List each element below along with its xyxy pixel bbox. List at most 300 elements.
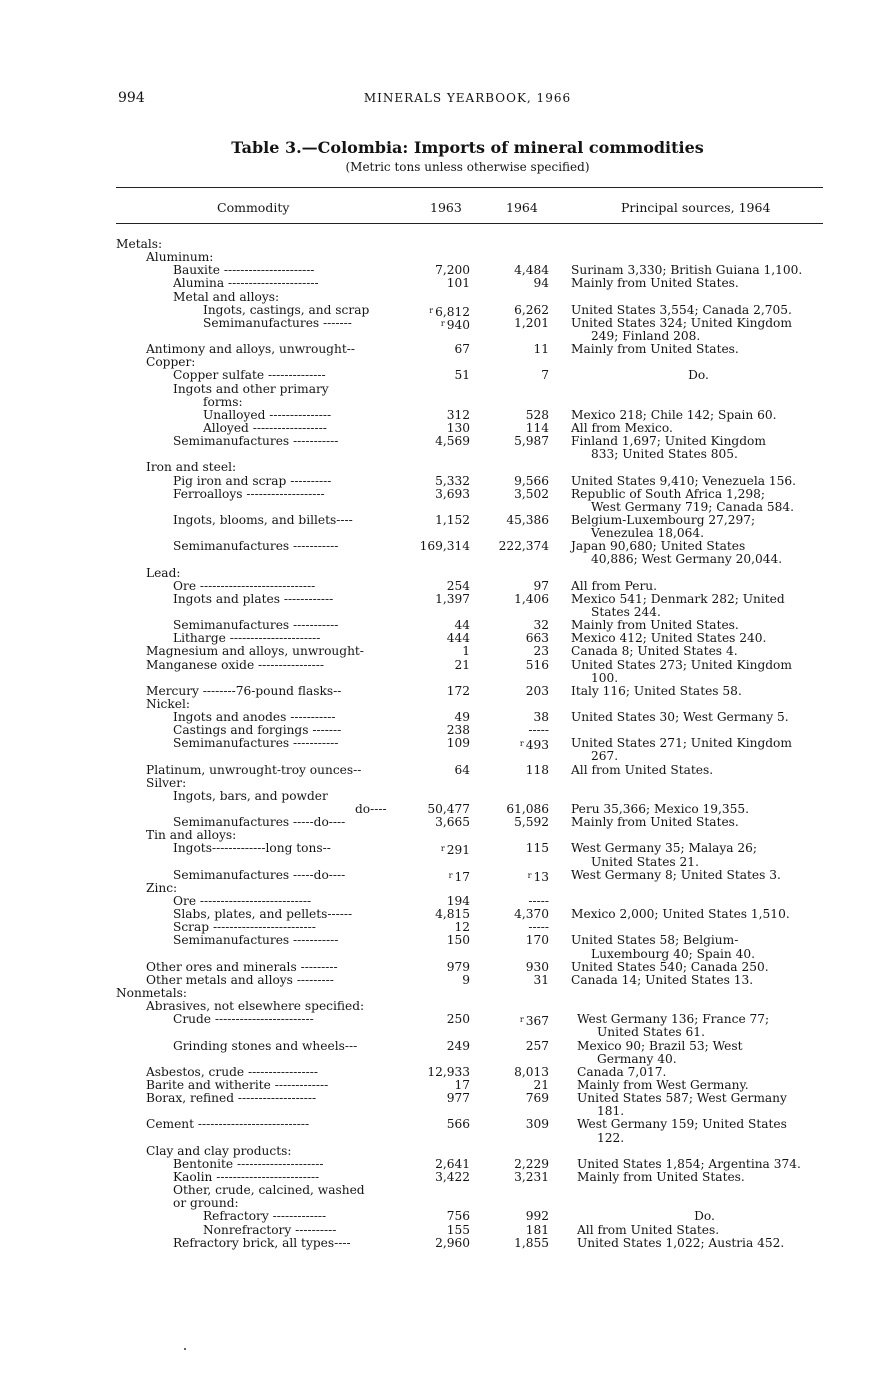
value-1964-text: 663: [525, 631, 549, 646]
table-row: [0, 606, 895, 619]
principal-sources: United States 21.: [591, 854, 699, 869]
principal-sources: United States 271; United Kingdom: [571, 736, 792, 751]
commodity-label: Semimanufactures -----------: [173, 434, 339, 449]
value-1963: [454, 764, 470, 777]
commodity-label: Semimanufactures -----------: [173, 539, 339, 554]
principal-sources: 181.: [597, 1104, 625, 1119]
principal-sources: Mainly from United States.: [571, 618, 739, 633]
value-1963-text: 2,641: [435, 1156, 470, 1171]
value-1963-text: 130: [446, 420, 470, 435]
value-1963-text: 12: [454, 920, 470, 935]
value-1964: [526, 1040, 549, 1053]
value-1964-text: -----: [528, 894, 549, 909]
value-1964: [506, 514, 549, 527]
table-row: [0, 304, 895, 317]
commodity-label: forms:: [203, 394, 243, 409]
value-1963-text: 17: [454, 869, 470, 884]
principal-sources: Finland 1,697; United Kingdom: [571, 434, 766, 449]
principal-sources: Venezulea 18,064.: [591, 526, 704, 541]
column-headers: [0, 200, 895, 216]
commodity-label: Lead:: [146, 565, 181, 580]
value-1963-text: 5,332: [435, 473, 470, 488]
principal-sources: United States 9,410; Venezuela 156.: [571, 473, 797, 488]
principal-sources: United States 61.: [597, 1025, 705, 1040]
value-1964-text: 930: [525, 959, 549, 974]
commodity-label: Mercury --------76-pound flasks--: [146, 683, 342, 698]
table-title: Table 3.—Colombia: Imports of mineral commodities: [231, 138, 704, 157]
table-row: [0, 841, 895, 858]
table-row: [0, 736, 895, 753]
principal-sources: West Germany 719; Canada 584.: [591, 499, 795, 514]
table-row: [0, 277, 895, 290]
principal-sources: Italy 116; United States 58.: [571, 683, 742, 698]
value-1964: [499, 540, 549, 553]
table-row: [0, 987, 895, 1000]
commodity-label: Antimony and alloys, unwrought--: [146, 342, 355, 357]
principal-sources: Surinam 3,330; British Guiana 1,100.: [571, 263, 803, 278]
table-row: [0, 343, 895, 356]
table-row: [0, 1132, 895, 1145]
value-1963: [454, 369, 470, 382]
value-1964-text: 4,370: [514, 907, 549, 922]
principal-sources: 40,886; West Germany 20,044.: [591, 552, 783, 567]
principal-sources: States 244.: [591, 604, 661, 619]
commodity-label: Ingots, castings, and scrap: [203, 302, 370, 317]
value-1964-text: 769: [525, 1091, 549, 1106]
commodity-label: Semimanufactures -----------: [173, 618, 339, 633]
commodity-label: Nonmetals:: [116, 986, 188, 1001]
commodity-label: Ingots-------------long tons--: [173, 841, 331, 856]
value-1964: [533, 343, 549, 356]
table-row: [0, 764, 895, 777]
principal-sources: All from United States.: [571, 762, 714, 777]
table-row: [0, 1237, 895, 1250]
table-row: [0, 514, 895, 527]
value-1964-text: 528: [525, 407, 549, 422]
value-1963: [447, 1040, 470, 1053]
top-rule: [116, 187, 823, 188]
revised-mark: r: [448, 870, 453, 880]
header-rule: [116, 223, 823, 224]
table-row: [0, 356, 895, 369]
value-1963-text: 109: [446, 736, 470, 751]
commodity-label: Abrasives, not elsewhere specified:: [146, 999, 365, 1014]
commodity-label: Ingots, blooms, and billets----: [173, 512, 353, 527]
principal-sources: West Germany 136; France 77;: [577, 1012, 770, 1027]
commodity-label: Other ores and minerals ---------: [146, 959, 338, 974]
value-1963-text: 3,693: [435, 486, 470, 501]
value-1963: [435, 1237, 470, 1250]
commodity-label: Asbestos, crude -----------------: [146, 1064, 318, 1079]
value-1963-text: 1: [462, 644, 470, 659]
revised-mark: r: [519, 1015, 524, 1025]
commodity-label: Ingots, bars, and powder: [173, 788, 328, 803]
commodity-label: Metal and alloys:: [173, 289, 280, 304]
value-1964: [533, 277, 549, 290]
table-row: [0, 1012, 895, 1029]
table-row: [0, 383, 895, 396]
principal-sources: United States 587; West Germany: [577, 1091, 787, 1106]
value-1964-text: 61,086: [506, 802, 549, 817]
principal-sources: Mexico 2,000; United States 1,510.: [571, 907, 790, 922]
value-1963-text: 150: [446, 933, 470, 948]
value-1964-text: 4,484: [514, 263, 549, 278]
value-1964-text: 1,201: [514, 315, 549, 330]
principal-sources: Canada 8; United States 4.: [571, 644, 738, 659]
value-1964-text: 118: [525, 762, 549, 777]
commodity-label: Nickel:: [146, 696, 190, 711]
principal-sources: West Germany 159; United States: [577, 1117, 787, 1132]
value-1964-text: 8,013: [514, 1064, 549, 1079]
value-1964-text: 31: [533, 972, 549, 987]
value-1964: [514, 1171, 549, 1184]
value-1963-text: 444: [446, 631, 470, 646]
commodity-label: Silver:: [146, 775, 187, 790]
value-1963-text: 4,815: [435, 907, 470, 922]
value-1963-text: 6,812: [435, 304, 470, 319]
principal-sources: Mainly from United States.: [571, 815, 739, 830]
value-1963: [447, 934, 470, 947]
speck: [184, 1348, 186, 1350]
value-1963: [435, 593, 470, 606]
commodity-label: Other metals and alloys ---------: [146, 972, 334, 987]
value-1963: [447, 685, 470, 698]
value-1964: [514, 488, 549, 501]
principal-sources: Belgium-Luxembourg 27,297;: [571, 512, 756, 527]
value-1964: [526, 764, 549, 777]
column-header-1964: 1964: [506, 200, 538, 215]
table-row: [0, 934, 895, 947]
commodity-label: Kaolin -------------------------: [173, 1169, 320, 1184]
value-1964-text: 516: [525, 657, 549, 672]
table-row: [0, 645, 895, 658]
commodity-label: Semimanufactures -----do----: [173, 867, 346, 882]
commodity-label: Refractory -------------: [203, 1209, 327, 1224]
principal-sources: Mainly from United States.: [571, 342, 739, 357]
value-1963-text: 979: [446, 959, 470, 974]
principal-sources: Canada 14; United States 13.: [571, 972, 754, 987]
value-1963-text: 3,665: [435, 815, 470, 830]
table-row: [0, 816, 895, 829]
table-row: [0, 488, 895, 501]
principal-sources: Japan 90,680; United States: [571, 539, 746, 554]
table-row: [0, 685, 895, 698]
table-row: [0, 856, 895, 869]
commodity-label: Manganese oxide ----------------: [146, 657, 324, 672]
value-1963-text: 254: [446, 578, 470, 593]
value-1963-text: 7,200: [435, 263, 470, 278]
principal-sources: All from Peru.: [571, 578, 657, 593]
value-1964-text: 115: [525, 841, 549, 856]
principal-sources: Luxembourg 40; Spain 40.: [591, 946, 755, 961]
value-1964-text: 32: [533, 618, 549, 633]
value-1963-text: 3,422: [435, 1169, 470, 1184]
commodity-label: do----: [355, 802, 387, 817]
principal-sources: 267.: [591, 749, 619, 764]
value-1964: [526, 934, 549, 947]
commodity-label: Ingots and anodes -----------: [173, 710, 336, 725]
table-row: [0, 593, 895, 606]
revised-mark: r: [527, 870, 532, 880]
commodity-label: Slabs, plates, and pellets------: [173, 907, 353, 922]
value-1963: [435, 816, 470, 829]
value-1964-text: -----: [528, 920, 549, 935]
table-row: [0, 829, 895, 842]
commodity-label: Copper:: [146, 355, 196, 370]
commodity-label: Nonrefractory ----------: [203, 1222, 337, 1237]
table-body: [0, 238, 895, 1250]
value-1964: [541, 369, 549, 382]
value-1963-text: 49: [454, 710, 470, 725]
table-row: [0, 1040, 895, 1053]
value-1963-text: 51: [454, 368, 470, 383]
commodity-label: Bauxite ----------------------: [173, 263, 315, 278]
table-row: [0, 330, 895, 343]
value-1963: [447, 277, 470, 290]
value-1964-text: 2,229: [514, 1156, 549, 1171]
value-1964-text: 257: [525, 1038, 549, 1053]
principal-sources: Mexico 218; Chile 142; Spain 60.: [571, 407, 777, 422]
value-1964-text: 13: [533, 869, 549, 884]
principal-sources: Mainly from West Germany.: [577, 1078, 749, 1092]
table-row: [0, 448, 895, 461]
table-row: [0, 777, 895, 790]
principal-sources: United States 1,022; Austria 452.: [577, 1235, 785, 1250]
value-1963: [454, 659, 470, 672]
value-1964-text: 203: [525, 683, 549, 698]
value-1963-text: 155: [446, 1222, 470, 1237]
value-1963-text: 169,314: [419, 539, 470, 554]
commodity-label: Other, crude, calcined, washed: [173, 1183, 365, 1198]
value-1964-text: 992: [525, 1209, 549, 1224]
page-number: 994: [118, 90, 145, 106]
principal-sources: Peru 35,366; Mexico 19,355.: [571, 802, 750, 817]
commodity-label: Litharge ----------------------: [173, 631, 321, 646]
principal-sources: Republic of South Africa 1,298;: [571, 486, 766, 501]
principal-sources: West Germany 8; United States 3.: [571, 867, 781, 882]
value-1963: [420, 540, 470, 553]
table-row: [0, 750, 895, 763]
commodity-label: Ingots and other primary: [173, 381, 329, 396]
value-1964-text: 5,592: [514, 815, 549, 830]
value-1963-text: 172: [446, 683, 470, 698]
column-header-sources: Principal sources, 1964: [621, 200, 771, 215]
value-1963: [435, 1171, 470, 1184]
principal-sources: United States 58; Belgium-: [571, 933, 739, 948]
value-1963-text: 238: [446, 723, 470, 738]
principal-sources: Do.: [694, 1209, 715, 1224]
principal-sources: United States 1,854; Argentina 374.: [577, 1156, 801, 1171]
value-1964-text: 45,386: [506, 512, 549, 527]
commodity-label: Aluminum:: [146, 250, 214, 265]
table-row: [0, 908, 895, 921]
value-1963-text: 2,960: [435, 1235, 470, 1250]
principal-sources: United States 30; West Germany 5.: [571, 710, 789, 725]
value-1963-text: 756: [446, 1209, 470, 1224]
value-1964-text: 97: [533, 578, 549, 593]
commodity-label: Alloyed ------------------: [203, 420, 327, 435]
principal-sources: Mexico 90; Brazil 53; West: [577, 1038, 743, 1053]
commodity-label: Refractory brick, all types----: [173, 1235, 351, 1250]
value-1963-text: 291: [446, 843, 470, 858]
revised-mark: r: [519, 739, 524, 749]
value-1963-text: 67: [454, 342, 470, 357]
principal-sources: Canada 7,017.: [577, 1064, 667, 1079]
principal-sources: Mainly from United States.: [577, 1169, 745, 1184]
commodity-label: Semimanufactures -----------: [173, 736, 339, 751]
commodity-label: Unalloyed ---------------: [203, 407, 332, 422]
value-1964: [514, 435, 549, 448]
value-1964-text: 23: [533, 644, 549, 659]
value-1964-text: 309: [525, 1117, 549, 1132]
table-title-block: [0, 138, 895, 174]
value-1963-text: 977: [446, 1091, 470, 1106]
commodity-label: Castings and forgings -------: [173, 723, 342, 738]
value-1963-text: 940: [446, 317, 470, 332]
column-header-1963: 1963: [430, 200, 462, 215]
commodity-label: Cement ---------------------------: [146, 1117, 310, 1132]
value-1963: [435, 488, 470, 501]
principal-sources: All from United States.: [577, 1222, 720, 1237]
commodity-label: Metals:: [116, 237, 163, 251]
value-1963: [454, 343, 470, 356]
value-1964-text: 1,406: [514, 591, 549, 606]
value-1963-text: 250: [446, 1012, 470, 1027]
value-1963: [447, 1118, 470, 1131]
value-1964: [526, 659, 549, 672]
commodity-label: Ore ----------------------------: [173, 578, 316, 593]
commodity-label: Ingots and plates ------------: [173, 591, 334, 606]
value-1964-text: 6,262: [514, 302, 549, 317]
commodity-label: Barite and witherite -------------: [146, 1078, 329, 1092]
value-1964-text: 170: [525, 933, 549, 948]
value-1964: [514, 816, 549, 829]
principal-sources: Germany 40.: [597, 1051, 677, 1066]
principal-sources: 833; United States 805.: [591, 447, 738, 462]
principal-sources: All from Mexico.: [571, 420, 673, 435]
commodity-label: Semimanufactures -----do----: [173, 815, 346, 830]
value-1963-text: 50,477: [427, 802, 470, 817]
value-1963-text: 9: [462, 972, 470, 987]
value-1964-text: 9,566: [514, 473, 549, 488]
commodity-label: Semimanufactures -----------: [173, 933, 339, 948]
value-1963: [435, 514, 470, 527]
principal-sources: Do.: [688, 368, 709, 383]
value-1963-text: 12,933: [427, 1064, 470, 1079]
commodity-label: Grinding stones and wheels---: [173, 1038, 358, 1053]
value-1963-text: 4,569: [435, 434, 470, 449]
value-1963-text: 44: [454, 618, 470, 633]
revised-mark: r: [440, 318, 445, 328]
value-1964: [526, 1092, 549, 1105]
value-1964-text: 11: [533, 342, 549, 357]
value-1964-text: 367: [525, 1014, 549, 1029]
value-1964-text: 3,502: [514, 486, 549, 501]
value-1964: [533, 974, 549, 987]
table-row: [0, 1092, 895, 1105]
table-row: [0, 553, 895, 566]
value-1963-text: 1,152: [435, 512, 470, 527]
commodity-label: Iron and steel:: [146, 460, 237, 475]
commodity-label: Borax, refined -------------------: [146, 1091, 317, 1106]
table-row: [0, 961, 895, 974]
value-1963-text: 101: [446, 276, 470, 291]
principal-sources: 100.: [591, 670, 619, 685]
principal-sources: Mexico 541; Denmark 282; United: [571, 591, 785, 606]
commodity-label: Crude ------------------------: [173, 1012, 314, 1027]
commodity-label: Clay and clay products:: [146, 1143, 292, 1158]
commodity-label: Pig iron and scrap ----------: [173, 473, 332, 488]
table-row: [0, 1171, 895, 1184]
value-1964-text: 1,855: [514, 1235, 549, 1250]
value-1963-text: 64: [454, 762, 470, 777]
value-1964: [514, 317, 549, 330]
commodity-label: Copper sulfate --------------: [173, 368, 326, 383]
commodity-label: Ore ---------------------------: [173, 894, 312, 909]
table-row: [0, 238, 895, 251]
value-1963-text: 249: [446, 1038, 470, 1053]
value-1964: [526, 685, 549, 698]
value-1963-text: 1,397: [435, 591, 470, 606]
column-header-commodity: Commodity: [217, 200, 290, 215]
value-1964-text: 38: [533, 710, 549, 725]
table-row: [0, 1066, 895, 1079]
value-1963-text: 312: [446, 407, 470, 422]
page-header: [0, 90, 895, 108]
principal-sources: United States 324; United Kingdom: [571, 315, 792, 330]
value-1963: [447, 737, 470, 750]
commodity-label: Ferroalloys -------------------: [173, 486, 325, 501]
value-1964: [526, 842, 549, 855]
table-row: [0, 659, 895, 672]
value-1964: [526, 1118, 549, 1131]
commodity-label: Semimanufactures -------: [203, 315, 352, 330]
value-1963: [447, 1013, 470, 1026]
value-1964-text: -----: [528, 723, 549, 738]
value-1964-text: 222,374: [498, 539, 549, 554]
table-row: [0, 291, 895, 304]
principal-sources: 122.: [597, 1130, 625, 1145]
table-row: [0, 1118, 895, 1131]
revised-mark: r: [429, 305, 434, 315]
principal-sources: United States 3,554; Canada 2,705.: [571, 302, 792, 317]
value-1963-text: 194: [446, 894, 470, 909]
value-1964-text: 5,987: [514, 434, 549, 449]
commodity-label: Alumina ----------------------: [173, 276, 319, 291]
principal-sources: West Germany 35; Malaya 26;: [571, 841, 758, 856]
table-row: [0, 369, 895, 382]
table-row: [0, 1184, 895, 1197]
value-1964-text: 181: [525, 1222, 549, 1237]
value-1963: [462, 974, 470, 987]
value-1964-text: 3,231: [514, 1169, 549, 1184]
revised-mark: r: [440, 844, 445, 854]
value-1963-text: 566: [446, 1117, 470, 1132]
value-1964: [528, 724, 549, 737]
value-1964-text: 493: [525, 738, 549, 753]
commodity-label: Bentonite ---------------------: [173, 1156, 324, 1171]
table-row: [0, 317, 895, 330]
principal-sources: Mainly from United States.: [571, 276, 739, 291]
value-1963-text: 17: [454, 1078, 470, 1092]
principal-sources: United States 273; United Kingdom: [571, 657, 792, 672]
table-row: [0, 435, 895, 448]
value-1964-text: 94: [533, 276, 549, 291]
table-row: [0, 632, 895, 645]
principal-sources: United States 540; Canada 250.: [571, 959, 769, 974]
value-1964-text: 21: [533, 1078, 549, 1092]
commodity-label: Zinc:: [146, 880, 178, 895]
